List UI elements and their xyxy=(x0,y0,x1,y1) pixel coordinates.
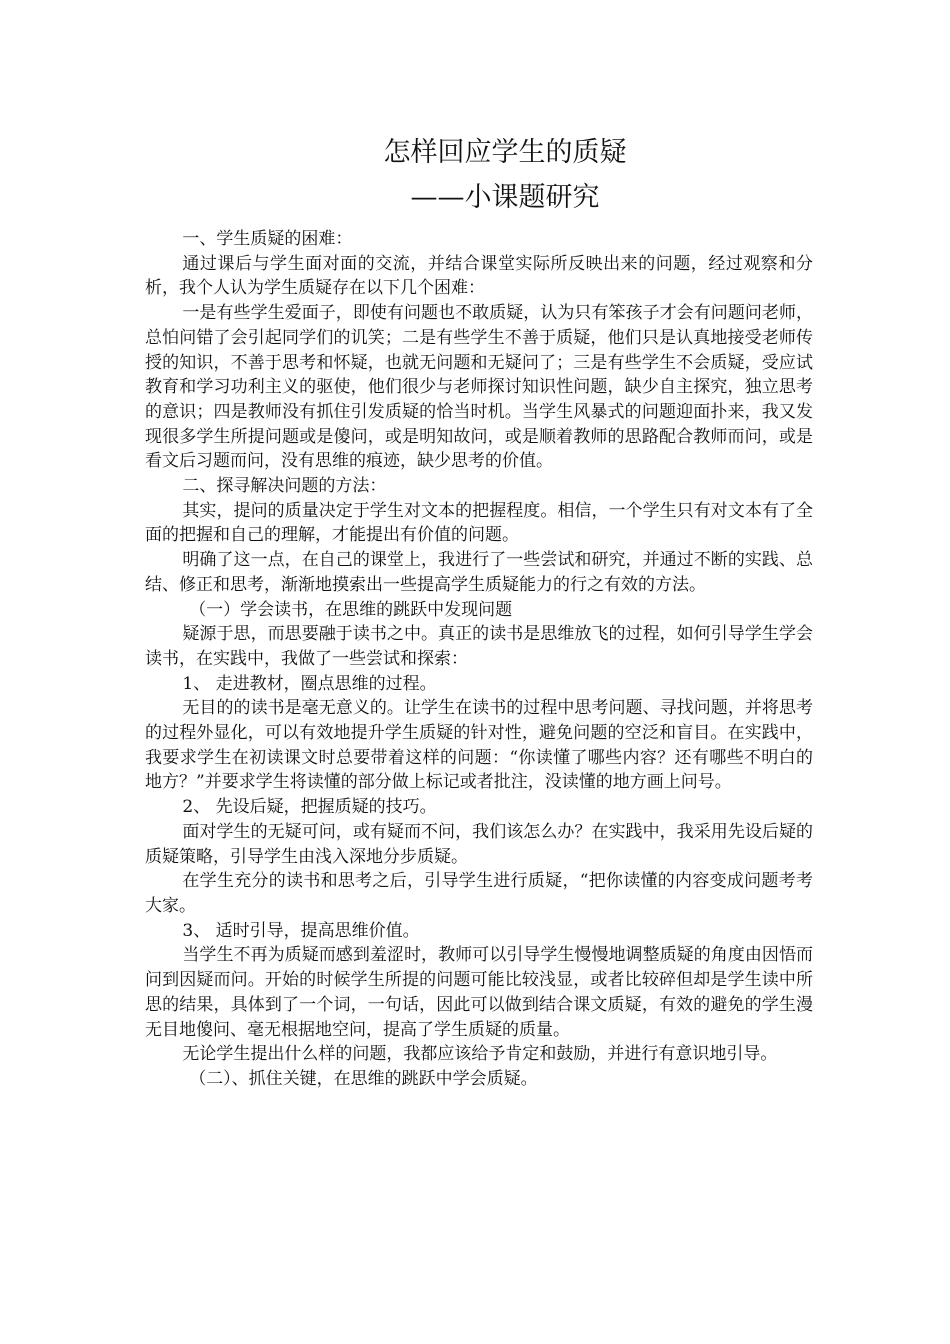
numbered-item-3: 3、 适时引导，提高思维价值。 xyxy=(182,920,420,941)
paragraph: 一是有些学生爱面子，即使有问题也不敢质疑，认为只有笨孩子才会有问题问老师，总怕问错了会引起同学们的讥笑；二是有些学生不善于质疑，他们只是认真地接受老师传授的知识，不善于思考和怀疑，也就无问题和无疑问了；三是有些学生不会质疑，受应试教育和学习功利主义的驱使，他们很少与老师探讨知识性问题，缺少自主探究，独立思考的意识；四是教师没有抓住引发质疑的恰当时机。当学生风暴式的问题迎面扑来，我又发现很多学生所提问题或是傻问，或是明知故问，或是顺着教师的思路配合教师而问，或是看文后习题而问，没有思维的痕迹，缺少思考的价值。 xyxy=(145,303,813,472)
paragraph: 其实，提问的质量决定于学生对文本的把握程度。相信，一个学生只有对文本有了全面的把握和自己的理解，才能提出有价值的问题。 xyxy=(145,500,813,546)
paragraph: 无论学生提出什么样的问题，我都应该给予肯定和鼓励，并进行有意识地引导。 xyxy=(182,1044,778,1065)
paragraph: 当学生不再为质疑而感到羞涩时，教师可以引导学生慢慢地调整质疑的角度由因悟而问到因疑而问。开始的时候学生所提的问题可能比较浅显，或者比较碎但却是学生读中所思的结果，具体到了一个词，一句话，因此可以做到结合课文质疑，有效的避免的学生漫无目地傻问、毫无根据地空问，提高了学生质疑的质量。 xyxy=(145,945,813,1040)
section-heading-difficulties: 一、学生质疑的困难： xyxy=(182,229,353,249)
document-subtitle: ——小课题研究 xyxy=(410,182,600,213)
section-heading-methods: 二、探寻解决问题的方法： xyxy=(182,476,387,497)
paragraph: 无目的的读书是毫无意义的。让学生在读书的过程中思考问题、寻找问题，并将思考的过程外显化，可以有效地提升学生质疑的针对性，避免问题的空泛和盲目。在实践中，我要求学生在初读课文时总要带着这样的问题：“你读懂了哪些内容？还有哪些不明白的地方？”并要求学生将读懂的部分做上标记或者批注，没读懂的地方画上问号。 xyxy=(145,698,813,793)
document-title: 怎样回应学生的质疑 xyxy=(383,137,627,168)
subsection-heading-2: （二）、抓住关键，在思维的跳跃中学会质疑。 xyxy=(189,1068,538,1089)
paragraph: 面对学生的无疑可问，或有疑而不问，我们该怎么办？在实践中，我采用先设后疑的质疑策略，引导学生由浅入深地分步质疑。 xyxy=(145,821,813,867)
numbered-item-1: 1、 走进教材，圈点思维的过程。 xyxy=(182,673,437,694)
paragraph: 疑源于思，而思要融于读书之中。真正的读书是思维放飞的过程，如何引导学生学会读书，在实践中，我做了一些尝试和探索： xyxy=(145,624,813,669)
paragraph: 在学生充分的读书和思考之后，引导学生进行质疑，“把你读懂的内容变成问题考考大家。 xyxy=(145,871,813,916)
subsection-heading-1: （一）学会读书，在思维的跳跃中发现问题 xyxy=(189,599,513,620)
numbered-item-2: 2、 先设后疑，把握质疑的技巧。 xyxy=(182,797,437,818)
document-body xyxy=(145,227,813,1092)
paragraph: 明确了这一点，在自己的课堂上，我进行了一些尝试和研究，并通过不断的实践、总结、修正和思考，渐渐地摸索出一些提高学生质疑能力的行之有效的方法。 xyxy=(145,550,813,595)
paragraph: 通过课后与学生面对面的交流，并结合课堂实际所反映出来的问题，经过观察和分析，我个人认为学生质疑存在以下几个困难： xyxy=(145,253,813,299)
